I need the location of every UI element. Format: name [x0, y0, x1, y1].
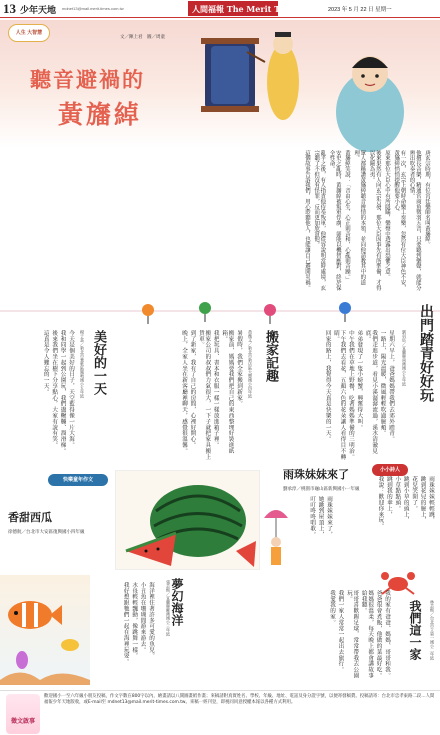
- section-email: mdnet13@mail.merit-times.com.tw: [62, 6, 124, 11]
- story-body: [190, 590, 390, 682]
- poem-body-right: [350, 476, 434, 572]
- paragraph: 下午我們去看花，五顏六色的花朵讓人看得目不轉睛。: [333, 330, 346, 460]
- story-byline: 張芸熙／宜蘭縣蘇澳國小三年級: [166, 580, 171, 636]
- paragraph: 後來我們坐在樹下分享點心，大家有說有笑。: [51, 330, 58, 448]
- poem-line: 叮叮咚咚唱歌。: [309, 496, 316, 538]
- paragraph: 弟弟發現了一隻小螃蟹，興奮得大叫。: [356, 330, 363, 431]
- paragraph: 唐玄宗時期，有位宮廷樂師名叫黃旛綽。: [424, 150, 430, 248]
- headline-line-1: 聽音避禍的: [30, 67, 145, 92]
- story-byline: 黃薇文／新北市新店區大豐國小四年級: [248, 330, 253, 398]
- divider-band: [0, 296, 440, 326]
- paragraph: 亂平之後，有人指責他侍奉叛軍，他從容說明當時處境，玄宗聽了不但沒有怪罪，反而更加欣賞他。: [313, 150, 326, 291]
- paragraph: 哥哥喜歡踢足球，常常帶我去公園玩。: [345, 590, 359, 679]
- story-byline: 劉羽宸／宜蘭縣南澳國小五年級: [402, 330, 407, 386]
- story-byline: 楊子嘉／新北市鶯歌區鳳鳴國小五年級: [80, 330, 85, 398]
- poem-line: 跳到花兒的臉上，: [419, 476, 426, 524]
- story-body: [262, 330, 394, 462]
- poem-title: 雨珠妹妹來了: [283, 468, 349, 481]
- submission-notice: 歡迎國小一至六年級小朋友投稿，作文字數在800字以內，繪畫請以八開圖畫紙作畫；來稿請附真實姓名、學校、年級、地址、電話及身分證字號，以便寄發稿費。投稿請寄：台北市忠孝東路二段…人間福報少年天地版收，或E-mail至 mdnet13@mail.merit-times.com.tw。來稿一經刊登，即視同同意授權本報以各種方式利用。: [44, 694, 435, 705]
- paragraph: 晚上，全家人坐在新客廳裡聊天，感覺很溫馨。: [181, 330, 188, 454]
- artwork-title: 香甜西瓜: [8, 511, 52, 524]
- paragraph: 我和同學一起到公園玩，我們盪鞦韆、溜滑梯。: [59, 330, 66, 454]
- poem-line: 跳到我的傘上，: [385, 476, 392, 518]
- poem-line: 她跳到屋頂上，: [317, 496, 324, 538]
- story-title: 搬家記趣: [263, 330, 278, 382]
- paragraph: 今天是個美好的日子，天空藍得像一片大海。: [68, 330, 74, 448]
- paragraph: 我們一家人常常一起出去旅行。: [337, 590, 344, 673]
- paragraph: 我好想跟牠們一起在海裡玩耍。: [122, 582, 129, 665]
- top-story-byline: 文／陳上君 圖／周童: [120, 35, 165, 40]
- page-number: 13: [3, 1, 16, 16]
- submission-tag: 徵文啟事: [6, 694, 40, 734]
- poem-line: 我說：歡迎你來玩。: [377, 476, 384, 530]
- paragraph: 安史之亂時，黃旛綽被叛軍俘虜，卻能以機智應對，終於保全性命。: [328, 150, 341, 291]
- paragraph: 他擅長音樂，精通宮商角徵羽五音，只要聽到樂聲，就能分辨出吹奏者的心情。: [408, 150, 421, 291]
- story-body: [8, 330, 74, 470]
- paragraph: 我愛我的家。: [329, 590, 336, 626]
- award-tag: 快樂童年作文: [48, 474, 108, 486]
- story-title: 我們這一家: [408, 600, 422, 660]
- watermelon-painting: [115, 470, 260, 570]
- paragraph: 回家的路上，我覺得今天真是快樂的一天。: [324, 330, 331, 443]
- paragraph: 水母輕輕飄動，像跳舞一樣。: [131, 582, 138, 659]
- paragraph: 黃旛綽笑說：「音由心生，心正則音和，心亂則音躁。」: [343, 150, 350, 283]
- poem-body-left: [282, 496, 332, 572]
- poem-byline: 劉承淳／桃園市龜山區新興國小一年級: [283, 487, 360, 492]
- headline-line-2: 黃旛綽: [58, 100, 143, 129]
- poem-line: 花兒笑開了。: [411, 476, 418, 512]
- paragraph: 這個故事告訴我們，用心聆聽他人，也能讓自己避開災禍。: [303, 150, 310, 291]
- paragraph: 這真是令人難忘的一天。: [42, 330, 49, 395]
- paragraph: 後來果然有人向玄宗告發，那位大臣因事先有所準備，才得以化險為夷。: [368, 150, 381, 291]
- story-title: 夢幻海洋: [170, 578, 184, 626]
- poem-line: 雨珠妹妹輕輕跳，: [428, 476, 434, 524]
- issue-date: 2023 年 5 月 22 日 星期一: [328, 7, 392, 13]
- poem-line: 雨珠妹妹來了，: [326, 496, 332, 538]
- story-title: 出門踏青好好玩: [418, 304, 434, 402]
- section-name: 少年天地: [20, 5, 57, 15]
- story-body: [92, 582, 154, 674]
- story-title: 美好的一天: [91, 330, 106, 395]
- paragraph: 星期六早上，爸爸媽媽帶我們去郊外踏青。: [388, 330, 394, 443]
- paragraph: 媽媽很溫柔，每天晚上都會講故事給我聽。: [360, 590, 374, 679]
- top-story-body: [10, 150, 430, 293]
- paragraph: 搬家公司的叔叔們力氣很大，一下子就把家具搬上貨車。: [197, 330, 211, 460]
- newspaper-logo: 人間福報 The Merit Times: [188, 1, 278, 16]
- artwork-byline: 徐德航／台北市大安區復興國小四年級: [8, 530, 85, 535]
- poem-line: 小草點點頭。: [394, 476, 401, 512]
- illustration-drum-scene: [195, 22, 435, 150]
- story-byline: 林芸熙／台北市立第一國小二年級: [430, 600, 435, 660]
- paragraph: 到了新家，我有了自己的房間，心裡好開心。: [189, 330, 196, 448]
- paragraph: 我們走進步道，看見小溪潺潺流過，溪水清澈見底。: [364, 330, 378, 454]
- paragraph: 原來那位大臣心中有所隱瞞，樂聲中透露出恐懼之意。: [383, 150, 390, 280]
- poet-tag: 小小詩人: [372, 464, 408, 476]
- paragraph: 海洋裡住著許多可愛的魚兒。: [148, 582, 154, 659]
- paragraph: 暑假時，我們全家搬到新家。: [236, 330, 242, 407]
- paragraph: 搬家前，媽媽要我們把自己的東西整理好裝進紙箱。: [221, 330, 234, 454]
- paragraph: 一路上，陽光溫暖，微風輕輕吹過臉頰。: [379, 330, 386, 437]
- paragraph: 爸爸很會煮飯，他做的菜最好吃。: [375, 590, 382, 679]
- column-badge: 人生 大智慧: [8, 24, 50, 42]
- poem-line: 跳到小草的頭上，: [402, 476, 409, 524]
- story-body: [118, 330, 242, 462]
- paragraph: 我的家有爸爸、媽媽、哥哥和我。: [384, 590, 390, 679]
- paragraph: 眾人都稱讚黃旛綽聽音辨情的本領，並向他請教其中的道理。: [353, 150, 366, 285]
- paragraph: 有一次，玄宗上朝時命樂工奏樂，忽然有位大臣神色不安，黃旛綽悄悄提醒他要小心。: [393, 150, 406, 291]
- paragraph: 我把玩具、書本和衣服一樣一樣放進箱子裡。: [212, 330, 219, 448]
- paragraph: 小丑魚在珊瑚間游來游去。: [139, 582, 146, 653]
- paragraph: 中午我們在草地上野餐，吃著媽媽準備的三明治。: [347, 330, 354, 460]
- ocean-painting: [0, 575, 90, 685]
